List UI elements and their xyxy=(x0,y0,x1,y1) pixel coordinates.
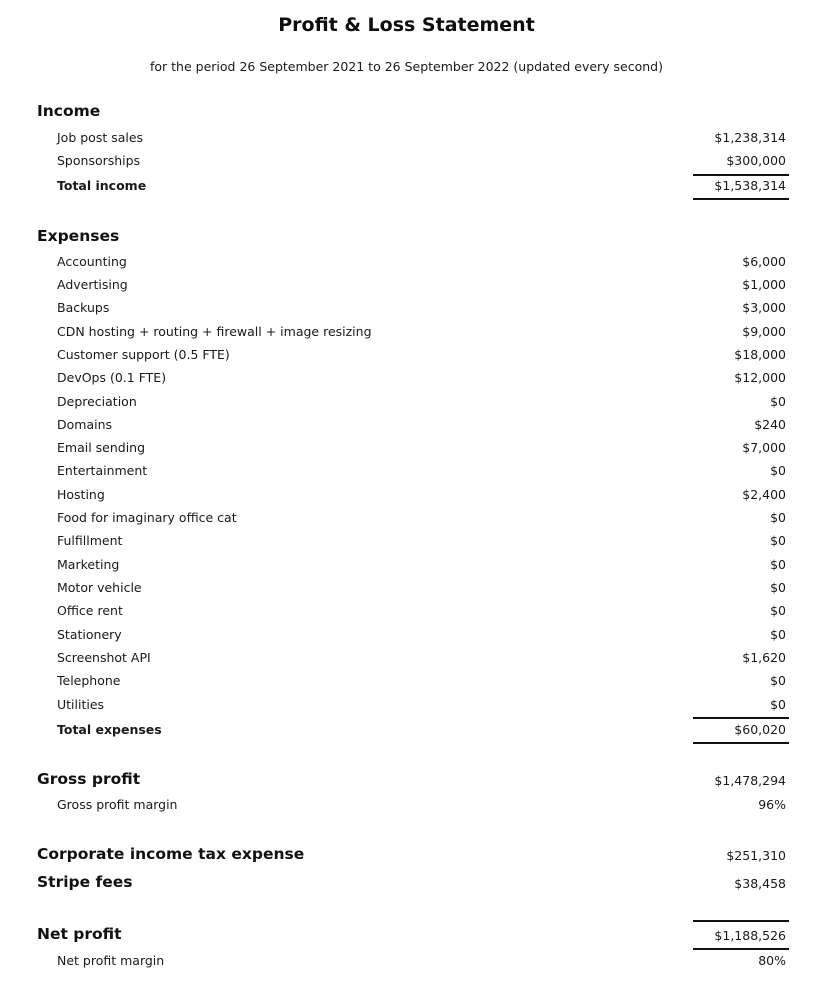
net-profit-label: Net profit xyxy=(37,925,122,943)
expense-value: $0 xyxy=(770,673,786,688)
expense-value: $12,000 xyxy=(734,370,786,385)
expense-value: $3,000 xyxy=(742,300,786,315)
net-margin-row xyxy=(57,953,813,973)
stripe-fees-value: $38,458 xyxy=(734,876,786,891)
expense-row xyxy=(57,277,813,297)
expense-label: Depreciation xyxy=(57,394,137,409)
expense-value: $0 xyxy=(770,394,786,409)
expense-value: $9,000 xyxy=(742,324,786,339)
income-heading: Income xyxy=(37,102,101,120)
total-expenses-value: $60,020 xyxy=(734,722,786,737)
income-row xyxy=(57,130,813,150)
expense-value: $1,620 xyxy=(742,650,786,665)
net-profit-value: $1,188,526 xyxy=(714,928,786,943)
total-rule xyxy=(693,198,789,200)
expense-row xyxy=(57,440,813,460)
gross-profit-value: $1,478,294 xyxy=(714,773,786,788)
expense-row xyxy=(57,557,813,577)
corporate-tax-value: $251,310 xyxy=(726,848,786,863)
expense-label: Backups xyxy=(57,300,110,315)
expense-row xyxy=(57,627,813,647)
expenses-heading: Expenses xyxy=(37,227,120,245)
gross-margin-value: 96% xyxy=(758,797,786,812)
expense-row xyxy=(57,394,813,414)
expense-value: $0 xyxy=(770,627,786,642)
expense-row xyxy=(57,370,813,390)
total-expenses-label: Total expenses xyxy=(57,722,162,737)
income-value: $1,238,314 xyxy=(714,130,786,145)
expense-row xyxy=(57,697,813,717)
total-income-label: Total income xyxy=(57,178,147,193)
stripe-fees-row xyxy=(37,873,813,895)
expense-label: Motor vehicle xyxy=(57,580,142,595)
expense-row xyxy=(57,463,813,483)
stripe-fees-label: Stripe fees xyxy=(37,873,133,891)
expense-value: $1,000 xyxy=(742,277,786,292)
expense-row xyxy=(57,650,813,670)
subtotal-rule xyxy=(693,717,789,719)
income-row xyxy=(57,153,813,173)
expense-value: $0 xyxy=(770,580,786,595)
expense-row xyxy=(57,673,813,693)
expense-label: Telephone xyxy=(57,673,121,688)
expense-label: Hosting xyxy=(57,487,105,502)
net-profit-row xyxy=(37,925,813,947)
expense-row xyxy=(57,254,813,274)
expense-row xyxy=(57,580,813,600)
expense-row xyxy=(57,347,813,367)
expense-label: Marketing xyxy=(57,557,120,572)
corporate-tax-row xyxy=(37,845,813,867)
income-value: $300,000 xyxy=(726,153,786,168)
expense-label: Office rent xyxy=(57,603,123,618)
expense-value: $18,000 xyxy=(734,347,786,362)
gross-profit-row xyxy=(37,770,813,792)
income-label: Job post sales xyxy=(57,130,144,145)
expense-label: Fulfillment xyxy=(57,533,123,548)
expense-value: $0 xyxy=(770,463,786,478)
expense-label: Utilities xyxy=(57,697,105,712)
net-margin-value: 80% xyxy=(758,953,786,968)
gross-margin-row xyxy=(57,797,813,817)
expense-label: CDN hosting + routing + firewall + image resizing xyxy=(57,324,372,339)
expense-label: Domains xyxy=(57,417,113,432)
subtotal-rule xyxy=(693,920,789,922)
gross-profit-label: Gross profit xyxy=(37,770,141,788)
expense-label: Accounting xyxy=(57,254,127,269)
expense-row xyxy=(57,510,813,530)
expense-value: $0 xyxy=(770,697,786,712)
period-subtitle: for the period 26 September 2021 to 26 September 2022 (updated every second) xyxy=(150,59,663,74)
total-rule xyxy=(693,948,789,950)
expense-label: Stationery xyxy=(57,627,122,642)
expense-row xyxy=(57,603,813,623)
expense-row xyxy=(57,300,813,320)
expense-value: $240 xyxy=(754,417,786,432)
expense-row xyxy=(57,324,813,344)
expense-label: Screenshot API xyxy=(57,650,151,665)
page-title: Profit & Loss Statement xyxy=(278,14,535,36)
net-margin-label: Net profit margin xyxy=(57,953,165,968)
expense-row xyxy=(57,487,813,507)
expense-row xyxy=(57,533,813,553)
expense-label: DevOps (0.1 FTE) xyxy=(57,370,167,385)
expense-label: Email sending xyxy=(57,440,146,455)
expense-value: $0 xyxy=(770,533,786,548)
gross-margin-label: Gross profit margin xyxy=(57,797,178,812)
expense-value: $0 xyxy=(770,510,786,525)
expense-label: Food for imaginary office cat xyxy=(57,510,237,525)
expense-value: $6,000 xyxy=(742,254,786,269)
expense-label: Advertising xyxy=(57,277,128,292)
subtotal-rule xyxy=(693,174,789,176)
expense-label: Customer support (0.5 FTE) xyxy=(57,347,230,362)
total-income-row xyxy=(57,178,813,198)
income-label: Sponsorships xyxy=(57,153,141,168)
corporate-tax-label: Corporate income tax expense xyxy=(37,845,305,863)
expense-value: $0 xyxy=(770,603,786,618)
total-rule xyxy=(693,742,789,744)
total-expenses-row xyxy=(57,722,813,742)
expense-value: $7,000 xyxy=(742,440,786,455)
expense-label: Entertainment xyxy=(57,463,148,478)
expense-value: $2,400 xyxy=(742,487,786,502)
total-income-value: $1,538,314 xyxy=(714,178,786,193)
expense-row xyxy=(57,417,813,437)
expense-value: $0 xyxy=(770,557,786,572)
